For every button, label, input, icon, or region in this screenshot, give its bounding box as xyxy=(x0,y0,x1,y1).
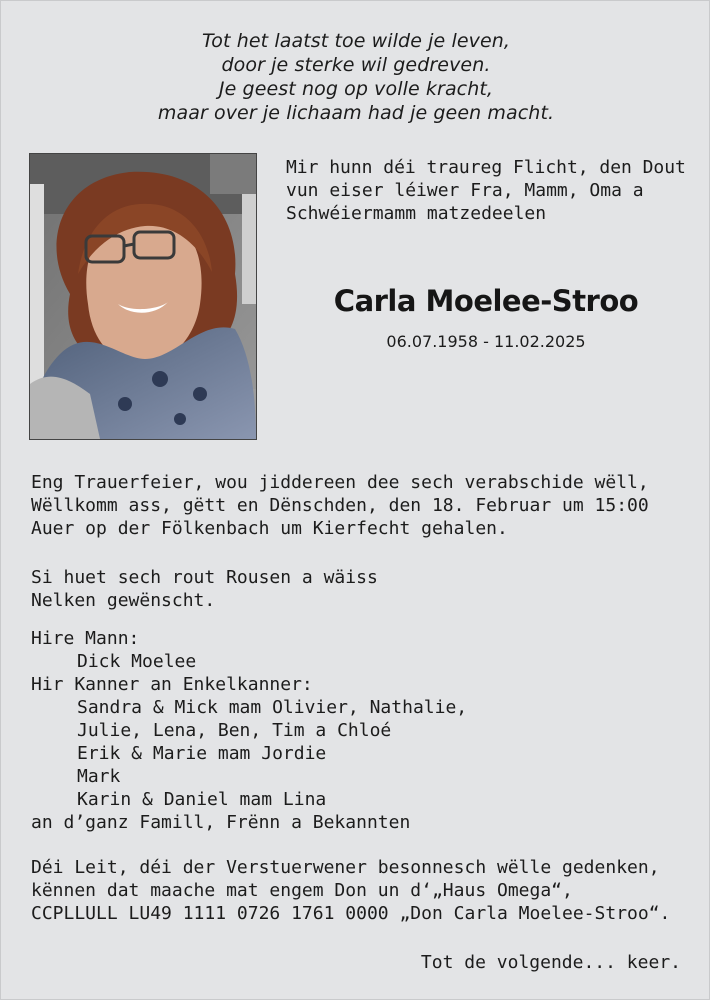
flowers-line: Si huet sech rout Rousen a wäiss xyxy=(31,567,378,588)
intro-line: Schwéiermamm matzedeelen xyxy=(286,203,547,224)
husband-name: Dick Moelee xyxy=(77,651,197,672)
ceremony-line: Wëllkomm ass, gëtt en Dënschden, den 18. Februar um 15:00 xyxy=(31,495,649,516)
poem-line: door je sterke wil gedreven. xyxy=(221,54,491,76)
intro-line: vun eiser léiwer Fra, Mamm, Oma a xyxy=(286,180,644,201)
memorial-poem xyxy=(1,29,710,125)
donation-info xyxy=(31,856,683,925)
poem-line: Tot het laatst toe wilde je leven, xyxy=(201,30,511,52)
children-line: Mark xyxy=(77,766,121,787)
life-dates: 06.07.1958 - 11.02.2025 xyxy=(386,332,586,351)
flowers-line: Nelken gewënscht. xyxy=(31,590,216,611)
deceased-name: Carla Moelee-Stroo xyxy=(333,284,639,318)
husband-label: Hire Mann: xyxy=(31,628,140,649)
children-label: Hir Kanner an Enkelkanner: xyxy=(31,674,313,695)
ceremony-line: Eng Trauerfeier, wou jiddereen dee sech verabschide wëll, xyxy=(31,472,649,493)
donation-line: Déi Leit, déi der Verstuerwener besonnesch wëlle gedenken, xyxy=(31,857,660,878)
ceremony-details xyxy=(31,471,683,540)
closing-line: Tot de volgende... keer. xyxy=(420,952,681,973)
announcement-intro xyxy=(286,156,686,225)
intro-line: Mir hunn déi traureg Flicht, den Dout xyxy=(286,157,686,178)
family-others: an d’ganz Famill, Frënn a Bekannten xyxy=(31,812,411,833)
donation-line: CCPLLULL LU49 1111 0726 1761 0000 „Don Carla Moelee-Stroo“. xyxy=(31,903,671,924)
children-line: Sandra & Mick mam Olivier, Nathalie, xyxy=(77,697,468,718)
donation-line: kënnen dat maache mat engem Don un d‘„Haus Omega“, xyxy=(31,880,573,901)
children-line: Erik & Marie mam Jordie xyxy=(77,743,327,764)
ceremony-line: Auer op der Fölkenbach um Kierfecht gehalen. xyxy=(31,518,508,539)
family-list xyxy=(31,627,683,834)
children-line: Karin & Daniel mam Lina xyxy=(77,789,327,810)
portrait-photo xyxy=(29,153,257,440)
poem-line: Je geest nog op volle kracht, xyxy=(218,78,494,100)
flowers-wish xyxy=(31,566,683,612)
children-line: Julie, Lena, Ben, Tim a Chloé xyxy=(77,720,392,741)
poem-line: maar over je lichaam had je geen macht. xyxy=(157,102,555,124)
